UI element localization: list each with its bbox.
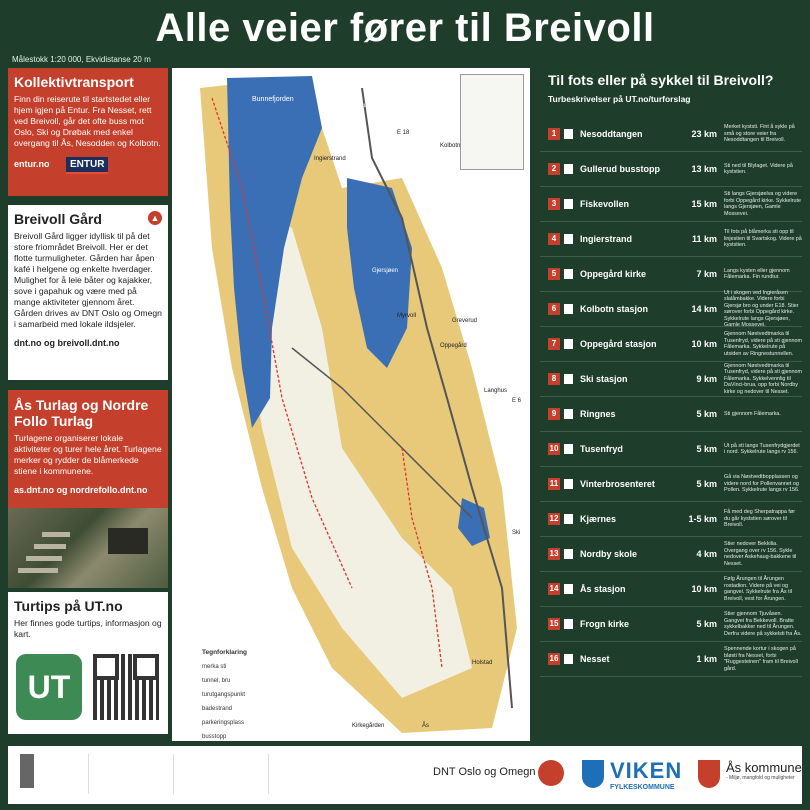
map-label-ski: Ski xyxy=(512,530,521,536)
scale-text: Målestokk 1:20 000, Ekvidistanse 20 m xyxy=(12,55,151,64)
route-distance: 13 km xyxy=(691,164,717,174)
route-name: Oppegård stasjon xyxy=(580,339,657,349)
overview-inset-map xyxy=(460,74,524,170)
footer-sign-thumb xyxy=(20,754,80,788)
trail-map[interactable] xyxy=(172,68,530,741)
route-row[interactable] xyxy=(540,222,802,257)
hiker-icon xyxy=(564,164,573,174)
route-distance: 7 km xyxy=(696,269,717,279)
route-number-badge: 12 xyxy=(549,514,559,523)
route-description: Gjennom Nøstvedtmarka til Tusenfryd, videre på sti gjennom Fålemarka. Sykkelvennlig til DaVinci-brua, opp forbi Nordby kirke og nedover til Nesset. xyxy=(724,362,803,395)
route-row[interactable] xyxy=(540,572,802,607)
route-description: Sti gjennom Fålemarka. xyxy=(724,410,781,417)
hiker-icon xyxy=(564,199,573,209)
route-number-badge: 15 xyxy=(549,619,559,628)
as-sub: - Miljø, mangfold og muligheter xyxy=(726,775,795,781)
route-row[interactable] xyxy=(540,117,802,152)
route-name: Kjærnes xyxy=(580,514,617,524)
route-name: Frogn kirke xyxy=(580,619,630,629)
route-name: Fiskevollen xyxy=(580,199,630,209)
hiker-icon xyxy=(564,409,573,419)
hiker-icon xyxy=(564,584,573,594)
map-label-bunnefjorden: Bunnefjorden xyxy=(252,96,294,103)
entur-link[interactable]: entur.no xyxy=(14,159,50,169)
route-distance: 5 km xyxy=(696,409,717,419)
map-label-e18: E 18 xyxy=(397,130,410,136)
route-row[interactable] xyxy=(540,362,802,397)
route-name: Oppegård kirke xyxy=(580,269,647,279)
route-name: Ingierstrand xyxy=(580,234,633,244)
entur-link-row xyxy=(14,157,162,174)
legend-tunnel-bru: tunnel, bru xyxy=(202,678,231,684)
turlag-link[interactable]: as.dnt.no og nordrefollo.dnt.no xyxy=(14,485,148,495)
dnt-icon: ▲ xyxy=(148,211,162,225)
gard-link[interactable]: dnt.no og breivoll.dnt.no xyxy=(14,338,120,348)
route-row[interactable] xyxy=(540,467,802,502)
legend-busstopp: busstopp xyxy=(202,734,227,740)
routes-heading: Til fots eller på sykkel til Breivoll? xyxy=(548,72,774,88)
route-description: Sti ned til Blylaget. Videre på kyststien. xyxy=(724,162,793,175)
gard-text: Breivoll Gård ligger idyllisk til på det store friområdet Breivoll. Her er det flotte turmuligheter. Gården har åpen kafé i helgene og enkelte hverdager. Mulighet for å leie båter og kajakker, sove i gapahuk og være med på mange aktiviteter gjennom året. Gården drives av DNT Oslo og Omegn i samarbeid med lokale ildsjeler. xyxy=(14,231,162,329)
turlag-text: Turlagene organiserer lokale aktiviteter og turer hele året. Turlagene merker og rydder de blåmerkede stiene i kommunene. xyxy=(14,433,162,476)
map-label-holstad: Holstad xyxy=(472,660,493,666)
map-label-kolbotn: Kolbotn xyxy=(440,143,461,149)
map-label-as: Ås xyxy=(422,723,430,729)
route-name: Tusenfryd xyxy=(580,444,623,454)
footer-info-1 xyxy=(88,754,159,794)
viken-name: VIKEN xyxy=(610,758,683,783)
route-distance: 1-5 km xyxy=(688,514,717,524)
viken-shield-icon xyxy=(582,760,604,788)
turlag-heading: Ås Turlag og Nordre Follo Turlag xyxy=(14,397,149,429)
map-label-ingierstrand: Ingierstrand xyxy=(314,156,346,162)
as-shield-icon xyxy=(698,760,720,788)
route-row[interactable] xyxy=(540,187,802,222)
route-name: Ski stasjon xyxy=(580,374,628,384)
hiker-icon xyxy=(564,514,573,524)
footer-info-2 xyxy=(173,754,264,794)
route-number-badge: 6 xyxy=(548,303,560,315)
route-number-badge: 11 xyxy=(549,479,559,488)
entur-logo: ENTUR xyxy=(66,157,108,174)
map-label-e6: E 6 xyxy=(512,398,522,404)
route-number-badge: 5 xyxy=(548,268,560,280)
route-number-badge: 8 xyxy=(548,373,560,385)
route-row[interactable] xyxy=(540,432,802,467)
route-distance: 4 km xyxy=(696,549,717,559)
turtips-text: Her finnes gode turtips, informasjon og kart. xyxy=(14,618,162,639)
route-row[interactable] xyxy=(540,257,802,292)
route-description: Til fots på blåmerka sti opp til linjestien til Svartskog. Videre på kyststien. xyxy=(724,229,802,249)
route-name: Vinterbrosenteret xyxy=(580,479,655,489)
route-name: Gullerud busstopp xyxy=(580,164,660,174)
hiker-icon xyxy=(564,444,573,454)
route-name: Nesoddtangen xyxy=(580,129,643,139)
signpost-icon xyxy=(108,528,148,554)
route-distance: 15 km xyxy=(691,199,717,209)
route-description: Gå via Nøstvedtbopplassen og videre nord for Pollenvannet og Pollen. Sykkelrute langs rv 156. xyxy=(724,474,800,494)
legend-parkering: parkeringsplass xyxy=(202,720,245,726)
route-distance: 23 km xyxy=(691,129,717,139)
hiker-icon xyxy=(564,269,573,279)
hiker-icon xyxy=(564,374,573,384)
route-number-badge: 9 xyxy=(548,408,560,420)
qr-code-icon[interactable] xyxy=(93,654,159,720)
route-description: Sti langs Gjersjøelva og videre forbi Oppegård kirke. Sykkelrute langs Gjersjøen, Gamle Mossevei. xyxy=(724,191,802,217)
routes-list xyxy=(540,117,802,677)
route-distance: 14 km xyxy=(691,304,717,314)
legend-turutgangspunkt: turutgangspunkt xyxy=(202,692,246,698)
map-label-hvervenbukta: Hvervenbukta xyxy=(338,103,376,109)
map-legend xyxy=(202,649,292,741)
legend-badestrand: badestrand xyxy=(202,706,233,712)
route-description: Merket kyststi. Fint å sykle på små og store veier fra Nesoddtangen til Breivoll. xyxy=(724,124,795,144)
hiker-icon xyxy=(564,619,573,629)
route-number-badge: 14 xyxy=(549,584,559,593)
route-row[interactable] xyxy=(540,607,802,642)
route-distance: 9 km xyxy=(696,374,717,384)
map-label-langhus: Langhus xyxy=(484,388,508,394)
hiker-icon xyxy=(564,304,573,314)
route-name: Ås stasjon xyxy=(580,584,626,594)
route-distance: 10 km xyxy=(691,584,717,594)
route-distance: 5 km xyxy=(696,479,717,489)
ut-logo: UT xyxy=(16,654,82,720)
turlag-card xyxy=(8,390,168,508)
route-description: Stier nedover Bekkilia. Overgang over rv 156. Sykle nedover Askehaug-bakkene til Nesset. xyxy=(724,541,797,567)
turtips-card xyxy=(8,592,168,734)
as-logo xyxy=(726,760,802,781)
dnt-logo-text: DNT Oslo og Omegn xyxy=(433,766,536,778)
route-number-badge: 4 xyxy=(548,233,560,245)
route-name: Kolbotn stasjon xyxy=(580,304,648,314)
gard-card xyxy=(8,205,168,380)
route-row[interactable] xyxy=(540,397,802,432)
map-label-kirkegarden: Kirkegården xyxy=(352,723,385,729)
kollektiv-text: Finn din reiserute til startstedet eller hjem igjen på Entur. Fra Nesset, rett ved Breivoll, går det ofte buss mot Oslo, Ski og Drøbak med enkel overgang til Ås, Nesodden og Kolbotn. xyxy=(14,94,161,148)
kollektiv-card xyxy=(8,68,168,196)
route-description: Ut på sti langs Tusenfrydgjerdet i nord. Sykkelrute langs rv 156. xyxy=(724,442,800,455)
route-description: Stier gjennom Tjuvåsen. Gangvei fra Bekkevoll. Bratte sykkelbakker ned til Årungen. Derfra videre på sykkelsti fra Ås. xyxy=(724,611,802,637)
gard-heading-row xyxy=(14,211,162,227)
route-distance: 5 km xyxy=(696,444,717,454)
map-label-gjersjoen: Gjersjøen xyxy=(372,268,399,274)
route-row[interactable] xyxy=(540,502,802,537)
route-distance: 11 km xyxy=(691,234,717,244)
route-row[interactable] xyxy=(540,537,802,572)
route-name: Nordby skole xyxy=(580,549,638,559)
dnt-badge-icon xyxy=(538,760,564,786)
route-distance: 1 km xyxy=(696,654,717,664)
hiker-icon xyxy=(564,234,573,244)
as-name: Ås kommune xyxy=(726,760,802,775)
route-number-badge: 7 xyxy=(548,338,560,350)
map-label-myrvoll: Myrvoll xyxy=(397,313,416,319)
route-number-badge: 1 xyxy=(548,128,560,140)
route-distance: 5 km xyxy=(696,619,717,629)
hiker-icon xyxy=(564,129,573,139)
viken-logo xyxy=(610,758,682,791)
hiker-icon xyxy=(564,549,573,559)
route-description: Ut i skogen ved Ingieråsen slalåmbakke. Videre forbi Gjersjø bro og under E18. Stier sørover forbi Oppegård kirke. Sykkelrute langs Gjersjøen, Gamle Mossevei. xyxy=(724,289,799,328)
route-name: Nesset xyxy=(580,654,610,664)
route-row[interactable] xyxy=(540,289,802,328)
route-number-badge: 13 xyxy=(549,549,559,558)
route-description: Spennende kortur i skogen på bløsti fra Nesset, forbi "Ruggesteinen" fram til Breivoll gård. xyxy=(724,646,798,672)
route-row[interactable] xyxy=(540,642,802,677)
route-number-badge: 10 xyxy=(549,444,559,453)
trail-photo xyxy=(8,508,168,588)
turtips-heading: Turtips på UT.no xyxy=(14,598,123,614)
map-label-greverud: Greverud xyxy=(452,318,478,324)
kollektiv-heading: Kollektivtransport xyxy=(14,74,134,90)
route-number-badge: 16 xyxy=(549,654,559,663)
map-label-oppegard: Oppegård xyxy=(440,343,467,349)
route-description: Langs kysten eller gjennom Fålemarka. Fin rundtur. xyxy=(724,267,790,280)
route-number-badge: 2 xyxy=(548,163,560,175)
footer-info-3 xyxy=(268,754,369,794)
footer xyxy=(8,746,802,804)
route-description: Følg Årungen til Årungen rostadion. Videre på vei og gangvei. Sykkelrute fra Ås til Breivoll, vest for Årungen. xyxy=(724,576,793,602)
route-name: Ringnes xyxy=(580,409,616,419)
gard-heading: Breivoll Gård xyxy=(14,211,102,227)
route-row[interactable] xyxy=(540,152,802,187)
hiker-icon xyxy=(564,654,573,664)
legend-merka-sti: merka sti xyxy=(202,664,227,670)
page-title: Alle veier fører til Breivoll xyxy=(155,6,655,50)
routes-subheading: Turbeskrivelser på UT.no/turforslag xyxy=(548,94,691,104)
route-description: Få med deg Sherpatrappa før du går kyststien sørover til Breivoll. xyxy=(724,509,796,529)
route-distance: 10 km xyxy=(691,339,717,349)
route-row[interactable] xyxy=(540,327,802,362)
legend-title: Tegnforklaring xyxy=(202,649,248,656)
hiker-icon xyxy=(564,339,573,349)
viken-sub: FYLKESKOMMUNE xyxy=(610,784,675,791)
hiker-icon xyxy=(564,479,573,489)
route-description: Gjennom Nøstvedtmarka til Tusenfryd, videre på sti gjennom Fålemarka. Sykkelrute på utsiden av Ringnestunnellen. xyxy=(724,331,803,357)
route-number-badge: 3 xyxy=(548,198,560,210)
